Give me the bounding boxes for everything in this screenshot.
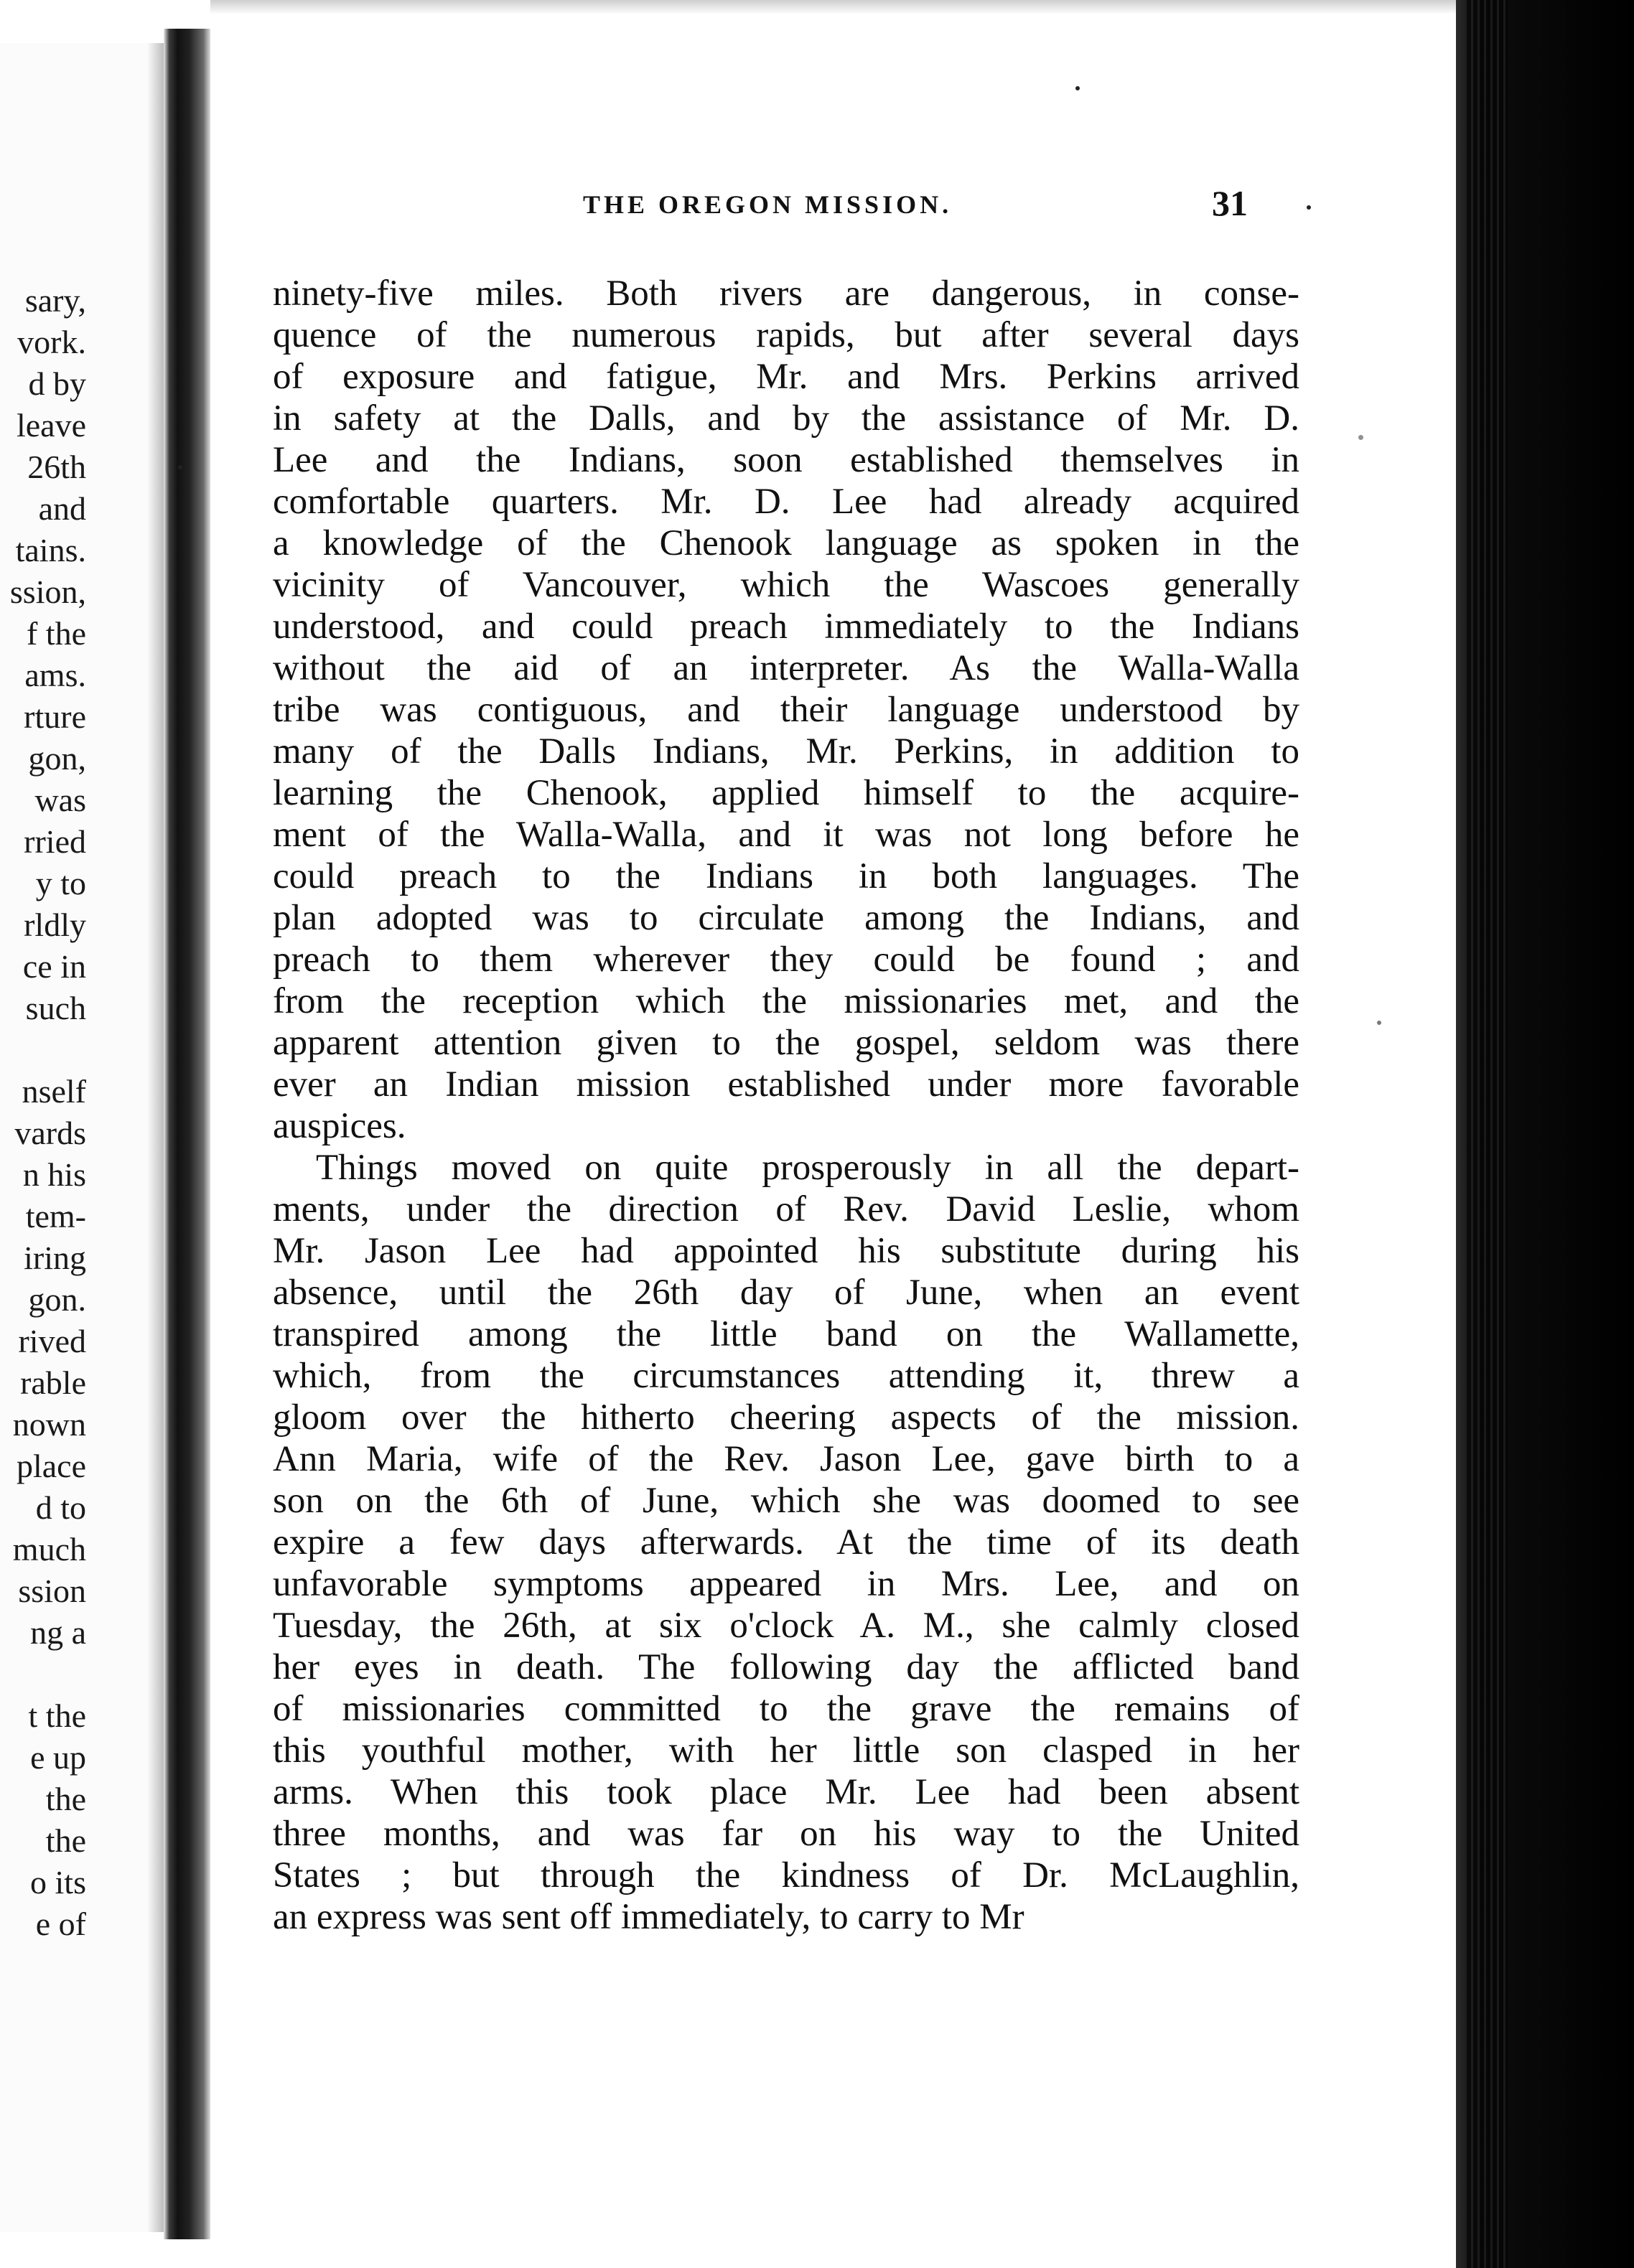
book-gutter — [164, 29, 210, 2239]
left-page-fragment: rried — [24, 823, 86, 860]
text-line: preach to them wherever they could be found ; and — [273, 939, 1299, 980]
ink-speck — [1307, 205, 1311, 210]
text-line: learning the Chenook, applied himself to the acquire- — [273, 773, 1299, 813]
text-line: States ; but through the kindness of Dr. McLaughlin, — [273, 1855, 1299, 1896]
left-page-fragment: n his — [22, 1156, 86, 1193]
left-page-fragment: vork. — [17, 324, 86, 360]
left-page-fragment: ssion, — [9, 573, 86, 610]
text-line: gloom over the hitherto cheering aspects of the mission. — [273, 1397, 1299, 1438]
left-page-fragment: vards — [14, 1115, 86, 1151]
left-page-fragment: the — [45, 1822, 86, 1859]
left-page-fragment: y to — [35, 865, 86, 901]
left-page-fragment: 26th — [27, 449, 86, 485]
left-page-fragment: tains. — [15, 532, 86, 568]
text-line: transpired among the little band on the Wallamette, — [273, 1314, 1299, 1354]
left-page-fragment: sary, — [24, 282, 86, 319]
text-line: tribe was contiguous, and their language understood by — [273, 690, 1299, 730]
text-line: in safety at the Dalls, and by the assistance of Mr. D. — [273, 398, 1299, 439]
left-page-fragment: d to — [35, 1489, 86, 1526]
text-line: arms. When this took place Mr. Lee had been absent — [273, 1772, 1299, 1812]
text-line: ment of the Walla-Walla, and it was not long before he — [273, 815, 1299, 855]
left-page-fragment: rable — [20, 1364, 86, 1401]
text-line: ever an Indian mission established under more favorable — [273, 1064, 1299, 1105]
text-line: ments, under the direction of Rev. David Leslie, whom — [273, 1189, 1299, 1229]
text-line: this youthful mother, with her little son clasped in her — [273, 1730, 1299, 1771]
left-page-fragment: ng a — [30, 1614, 86, 1651]
text-line: unfavorable symptoms appeared in Mrs. Lee, and on — [273, 1564, 1299, 1604]
page-number: 31 — [1212, 183, 1248, 223]
text-line: plan adopted was to circulate among the Indians, and — [273, 898, 1299, 938]
left-page-fragment: ce in — [22, 948, 86, 985]
left-page-fragment: and — [38, 490, 86, 527]
left-page-fragment: gon. — [28, 1281, 86, 1318]
left-page-fragment: ssion — [18, 1573, 86, 1609]
left-page-fragment: t the — [28, 1697, 86, 1734]
text-line: understood, and could preach immediately to the Indians — [273, 606, 1299, 647]
text-line: quence of the numerous rapids, but after several days — [273, 315, 1299, 355]
text-line: auspices. — [273, 1106, 406, 1146]
ink-speck — [1358, 435, 1363, 440]
left-page-fragment: o its — [30, 1864, 86, 1901]
text-line: absence, until the 26th day of June, when an event — [273, 1273, 1299, 1313]
text-line: Ann Maria, wife of the Rev. Jason Lee, gave birth to a — [273, 1439, 1299, 1479]
ink-speck — [178, 465, 182, 469]
left-page-fragment: the — [45, 1781, 86, 1817]
text-line: Things moved on quite prosperously in all the depart- — [316, 1148, 1299, 1188]
text-line: expire a few days afterwards. At the time of its death — [273, 1522, 1299, 1562]
left-page-fragment: rldly — [24, 906, 86, 943]
left-page-fragment: rture — [24, 698, 86, 735]
ink-speck — [1377, 1021, 1381, 1025]
top-shadow — [210, 0, 1456, 14]
text-line: son on the 6th of June, which she was doomed to see — [273, 1481, 1299, 1521]
left-page-fragment: leave — [16, 407, 86, 444]
left-page-fragment: nown — [12, 1406, 86, 1443]
left-page-fragment: tem- — [25, 1198, 86, 1234]
text-line: three months, and was far on his way to the United — [273, 1814, 1299, 1854]
left-page-fragment: ams. — [24, 657, 86, 693]
left-page-fragment: nself — [22, 1073, 86, 1110]
text-line: her eyes in death. The following day the afflicted band — [273, 1647, 1299, 1687]
text-line: without the aid of an interpreter. As the Walla-Walla — [273, 648, 1299, 688]
ink-speck — [1075, 86, 1080, 90]
text-line: apparent attention given to the gospel, seldom was there — [273, 1023, 1299, 1063]
left-page-fragment: d by — [28, 365, 86, 402]
text-line: ninety-five miles. Both rivers are dangerous, in conse- — [273, 273, 1299, 314]
left-page-fragment: much — [12, 1531, 86, 1568]
text-line: could preach to the Indians in both languages. The — [273, 856, 1299, 896]
left-page-fragment: iring — [24, 1240, 86, 1276]
text-line: an express was sent off immediately, to carry to Mr — [273, 1897, 1024, 1937]
text-line: comfortable quarters. Mr. D. Lee had already acquired — [273, 482, 1299, 522]
text-line: which, from the circumstances attending it, threw a — [273, 1356, 1299, 1396]
left-page-fragment: e of — [35, 1906, 86, 1942]
left-page-fragment: was — [34, 782, 86, 818]
left-page-fragment: place — [16, 1448, 86, 1484]
left-page-fragment: f the — [26, 615, 86, 652]
running-head: THE OREGON MISSION. — [583, 190, 953, 219]
text-line: Mr. Jason Lee had appointed his substitute during his — [273, 1231, 1299, 1271]
text-line: from the reception which the missionaries met, and the — [273, 981, 1299, 1021]
left-page-fragment: e up — [30, 1739, 86, 1776]
left-page-fragment: such — [25, 990, 86, 1026]
text-line: Lee and the Indians, soon established themselves in — [273, 440, 1299, 480]
left-page-fragment: rived — [18, 1323, 86, 1359]
text-line: of exposure and fatigue, Mr. and Mrs. Perkins arrived — [273, 357, 1299, 397]
text-line: Tuesday, the 26th, at six o'clock A. M., she calmly closed — [273, 1606, 1299, 1646]
text-line: vicinity of Vancouver, which the Wascoes generally — [273, 565, 1299, 605]
text-line: a knowledge of the Chenook language as spoken in the — [273, 523, 1299, 563]
left-facing-page — [0, 43, 164, 2232]
text-line: many of the Dalls Indians, Mr. Perkins, in addition to — [273, 731, 1299, 772]
left-page-fragment: gon, — [28, 740, 86, 777]
text-line: of missionaries committed to the grave the remains of — [273, 1689, 1299, 1729]
book-fore-edge-pages — [1465, 0, 1508, 2268]
